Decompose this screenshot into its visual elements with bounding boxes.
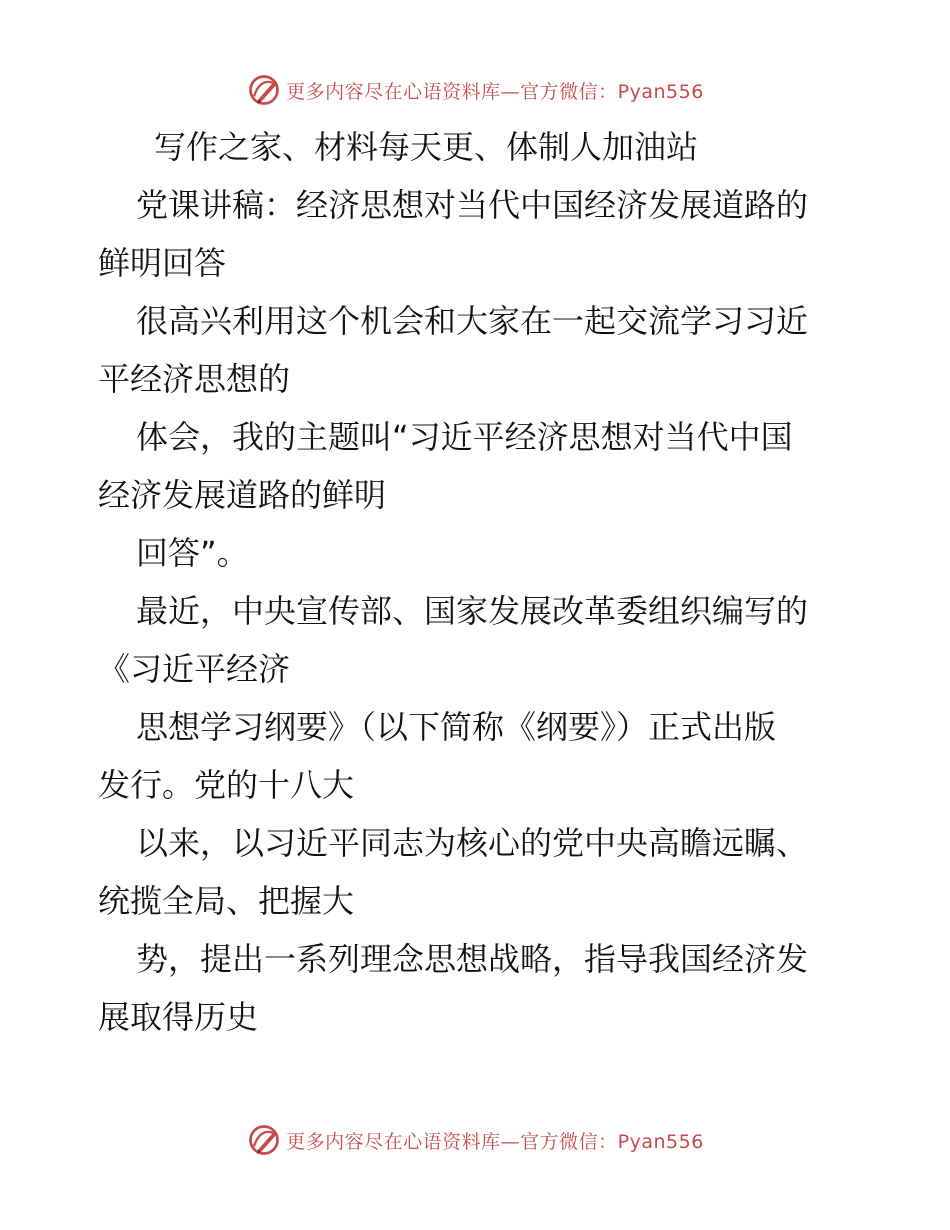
source-line: 写作之家、材料每天更、体制人加油站: [154, 128, 699, 166]
body-line: 思想学习纲要》（以下简称《纲要》）正式出版: [136, 708, 777, 746]
body-line: 发行。党的十八大: [98, 766, 355, 804]
body-line: 平经济思想的: [98, 360, 291, 398]
body-line: 经济发展道路的鲜明: [98, 476, 387, 514]
footer-banner: [0, 1120, 950, 1160]
body-line: 以来，以习近平同志为核心的党中央高瞻远瞩、: [136, 824, 809, 862]
body-line: 体会，我的主题叫“习近平经济思想对当代中国: [136, 418, 793, 456]
footer-banner-text: 更多内容尽在心语资料库—官方微信：Pyan556: [286, 1130, 704, 1153]
body-line: 统揽全局、把握大: [98, 882, 355, 920]
body-line: 展取得历史: [98, 998, 259, 1036]
footer-wechat-id: Pyan556: [617, 1130, 704, 1153]
body-line: 《习近平经济: [98, 650, 291, 688]
body-line: 最近，中央宣传部、国家发展改革委组织编写的: [136, 592, 809, 630]
body-line: 势，提出一系列理念思想战略，指导我国经济发: [136, 940, 809, 978]
pen-logo-icon: [246, 1122, 282, 1158]
document-title-line-1: 党课讲稿：经济思想对当代中国经济发展道路的: [136, 186, 809, 224]
header-banner: [0, 70, 950, 110]
document-body: [98, 118, 858, 1046]
pen-logo-icon: [246, 72, 282, 108]
document-title-line-2: 鲜明回答: [98, 244, 227, 282]
body-line: 回答”。: [136, 534, 249, 572]
body-line: 很高兴利用这个机会和大家在一起交流学习习近: [136, 302, 809, 340]
header-wechat-id: Pyan556: [617, 80, 704, 103]
header-banner-text: 更多内容尽在心语资料库—官方微信：Pyan556: [286, 80, 704, 103]
